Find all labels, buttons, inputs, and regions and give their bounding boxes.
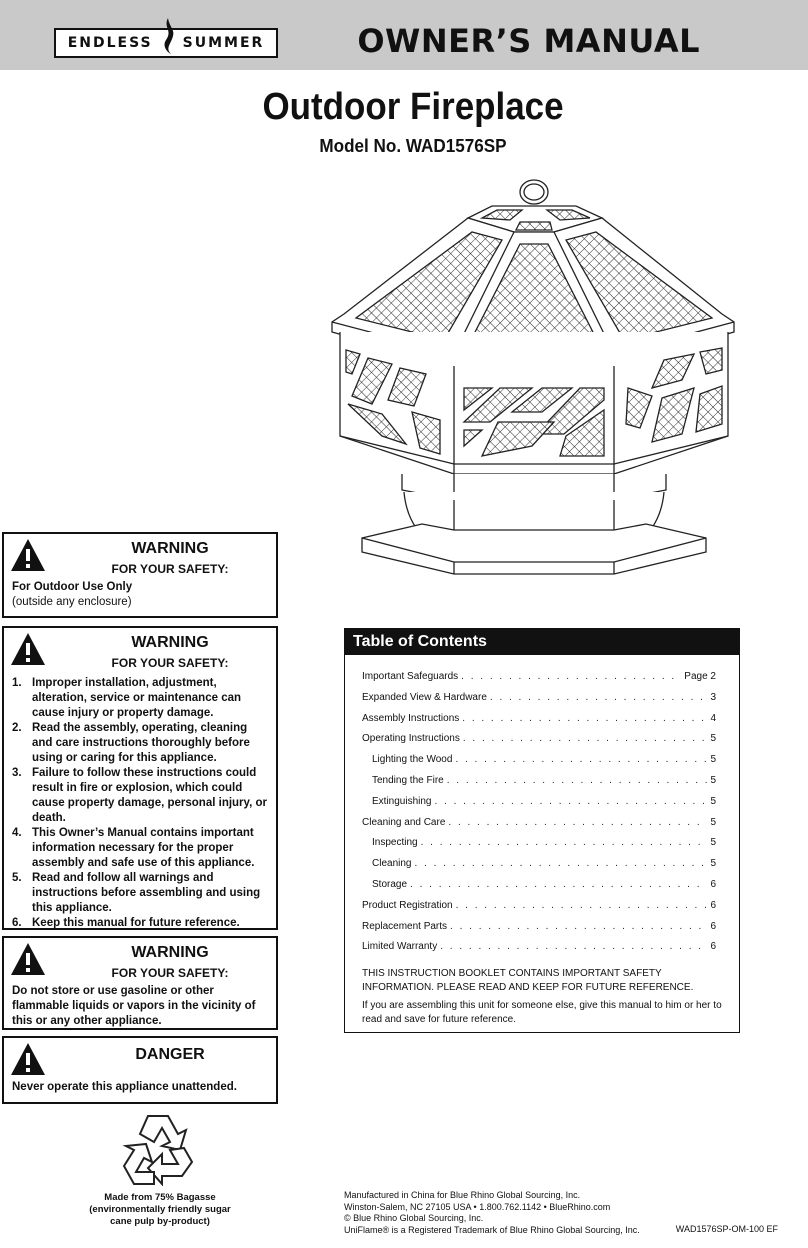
list-item: 4. This Owner’s Manual contains important information necessary for the proper assembly and safe use of this appliance. <box>12 827 255 869</box>
toc-entry: Assembly Instructions . . . 4 <box>362 713 716 734</box>
warning-text: For Outdoor Use Only <box>12 581 133 593</box>
warning-subtitle: FOR YOUR SAFETY: <box>111 966 229 980</box>
toc-list <box>362 671 716 962</box>
brand-right: SUMMER <box>182 35 265 51</box>
warning-text-note: (outside any enclosure) <box>12 596 132 608</box>
endless-summer-logo <box>54 28 278 58</box>
warning-box-outdoor <box>2 532 278 618</box>
toc-entry: Lighting the Wood . . . 5 <box>362 754 716 775</box>
warning-triangle-icon <box>10 632 46 666</box>
warning-subtitle: FOR YOUR SAFETY: <box>111 656 229 670</box>
bagasse-note: Made from 75% Bagasse (environmentally friendly sugar cane pulp by-product) <box>89 1192 231 1227</box>
header-bar <box>0 0 808 70</box>
danger-box <box>2 1036 278 1104</box>
manual-title: OWNER’S MANUAL <box>357 22 700 60</box>
warning-title: WARNING <box>131 634 209 651</box>
warning-list <box>12 676 268 931</box>
page-title: Outdoor Fireplace <box>262 86 564 128</box>
toc-entry: Extinguishing . . . 5 <box>362 796 716 817</box>
list-item: 3. Failure to follow these instructions could result in fire or explosion, which could cause property damage, personal injury, or death. <box>12 767 267 824</box>
warning-title: WARNING <box>131 944 209 961</box>
warning-box-flammables <box>2 936 278 1030</box>
toc-entry: Expanded View & Hardware . . . 3 <box>362 692 716 713</box>
toc-safety-note: THIS INSTRUCTION BOOKLET CONTAINS IMPORTANT SAFETY INFORMATION. PLEASE READ AND KEEP FOR FUTURE REFERENCE. <box>362 968 694 993</box>
danger-text: Never operate this appliance unattended. <box>12 1081 237 1093</box>
toc-title: Table of Contents <box>345 629 739 655</box>
model-number: Model No. WAD1576SP <box>319 136 507 156</box>
warning-triangle-icon <box>10 1042 46 1076</box>
warning-triangle-icon <box>10 538 46 572</box>
fireplace-illustration <box>322 174 742 604</box>
brand-left: ENDLESS <box>67 35 153 51</box>
warning-subtitle: FOR YOUR SAFETY: <box>111 562 229 576</box>
toc-assembly-note: If you are assembling this unit for someone else, give this manual to him or her to read and save for future reference. <box>362 1000 722 1025</box>
list-item: 5. Read and follow all warnings and instructions before assembling and using this appliance. <box>12 872 261 914</box>
recycle-icon <box>118 1110 198 1186</box>
list-item: 1. Improper installation, adjustment, alteration, service or maintenance can cause injury or property damage. <box>12 677 242 719</box>
list-item: 2. Read the assembly, operating, cleaning and care instructions thoroughly before using or caring for this appliance. <box>12 722 250 764</box>
toc-entry: Storage . . . 6 <box>362 879 716 900</box>
danger-title: DANGER <box>135 1046 205 1063</box>
warning-title: WARNING <box>131 540 209 557</box>
warning-text: Do not store or use gasoline or other flammable liquids or vapors in the vicinity of this or any other appliance. <box>12 985 256 1027</box>
toc-entry: Operating Instructions . . . 5 <box>362 733 716 754</box>
toc-entry: Inspecting . . . 5 <box>362 837 716 858</box>
document-number: WAD1576SP-OM-100 EF <box>675 1224 778 1234</box>
toc-entry: Important Safeguards . . . Page 2 <box>362 671 716 692</box>
toc-entry: Cleaning and Care . . . 5 <box>362 817 716 838</box>
warning-triangle-icon <box>10 942 46 976</box>
toc-entry: Product Registration . . . 6 <box>362 900 716 921</box>
toc-entry: Limited Warranty . . . 6 <box>362 941 716 962</box>
toc-entry: Cleaning . . . 5 <box>362 858 716 879</box>
warning-box-instructions <box>2 626 278 930</box>
manufacturer-info: Manufactured in China for Blue Rhino Global Sourcing, Inc. Winston-Salem, NC 27105 USA • 1.800.762.1142 • BlueRhino.com © Blue Rhino Global Sourcing, Inc. UniFlame® is a Registered Trademark of Blue Rhino Global Sourcing, Inc. <box>344 1190 640 1235</box>
flame-icon <box>159 18 177 54</box>
table-of-contents <box>344 628 740 1033</box>
toc-entry: Replacement Parts . . . 6 <box>362 921 716 942</box>
list-item: 6. Keep this manual for future reference. <box>12 917 240 929</box>
toc-entry: Tending the Fire . . . 5 <box>362 775 716 796</box>
